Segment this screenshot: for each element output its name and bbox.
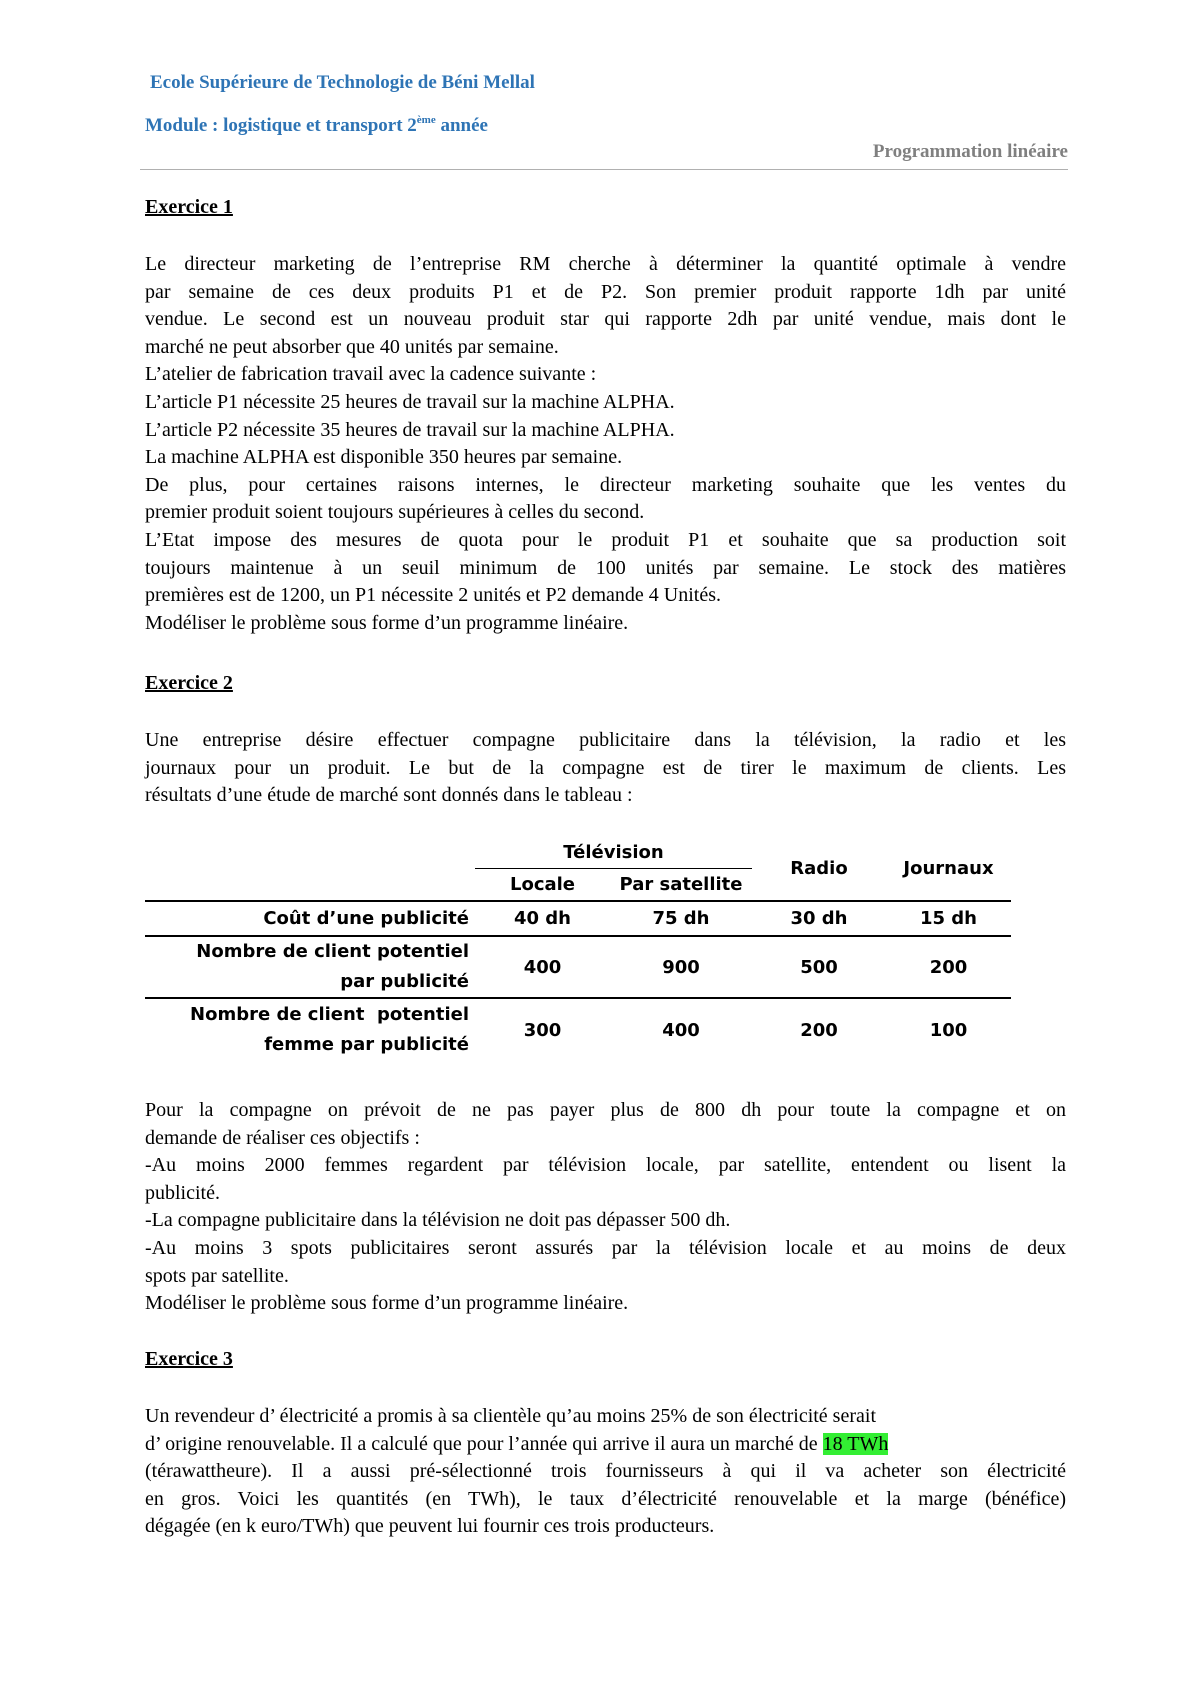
paragraph-line: résultats d’une étude de marché sont donnés dans le tableau : xyxy=(145,784,633,807)
paragraph-line: L’Etat impose des mesures de quota pour le produit P1 et souhaite que sa production soit xyxy=(145,528,1066,551)
table-cell: 75 dh xyxy=(610,901,752,936)
table-header-row xyxy=(145,836,1011,869)
col-satellite: Par satellite xyxy=(610,869,752,902)
table-cell: 100 xyxy=(929,1019,968,1041)
paragraph-line: demande de réaliser ces objectifs : xyxy=(145,1126,420,1149)
paragraph-line: -Au moins 2000 femmes regardent par télévision locale, par satellite, entendent ou lisent la xyxy=(145,1154,1066,1177)
advertising-table xyxy=(145,836,1011,1061)
paragraph-line: De plus, pour certaines raisons internes, le directeur marketing souhaite que les ventes du xyxy=(145,473,1066,496)
paragraph-line: spots par satellite. xyxy=(145,1264,289,1287)
table-cell: 15 dh xyxy=(886,901,1011,936)
paragraph-line: -Au moins 3 spots publicitaires seront assurés par la télévision locale et au moins de deux xyxy=(145,1236,1066,1259)
col-television: Télévision xyxy=(475,836,752,869)
paragraph-line: Pour la compagne on prévoit de ne pas payer plus de 800 dh pour toute la compagne et on xyxy=(145,1099,1066,1121)
exercise-2-intro xyxy=(145,727,1066,810)
table-cell: 200 xyxy=(886,936,1011,998)
exercise-2-text xyxy=(145,1097,1066,1318)
paragraph-line: premières est de 1200, un P1 nécessite 2 unités et P2 demande 4 Unités. xyxy=(145,584,721,607)
paragraph-line: en gros. Voici les quantités (en TWh), le taux d’électricité renouvelable et la marge (bénéfice) xyxy=(145,1487,1066,1510)
table-cell: 900 xyxy=(610,936,752,998)
paragraph-line: La machine ALPHA est disponible 350 heures par semaine. xyxy=(145,446,623,469)
paragraph-line: dégagée (en k euro/TWh) que peuvent lui fournir ces trois producteurs. xyxy=(145,1515,715,1538)
table-cell: 300 xyxy=(523,1019,562,1041)
empty-header-cell xyxy=(145,836,475,901)
row-label: Nombre de client potentiel femme par publicité xyxy=(190,1004,469,1055)
exercise-1-heading: Exercice 1 xyxy=(145,196,233,218)
paragraph-line: publicité. xyxy=(145,1181,220,1204)
paragraph-line: par semaine de ces deux produits P1 et de P2. Son premier produit rapporte 1dh par unité xyxy=(145,280,1066,303)
table-row xyxy=(145,998,1011,1061)
paragraph-line: marché ne peut absorber que 40 unités par semaine. xyxy=(145,335,559,358)
module-title: Module : logistique et transport 2ème année xyxy=(145,114,488,136)
exercise-3-heading: Exercice 3 xyxy=(145,1348,233,1370)
paragraph-line: -La compagne publicitaire dans la télévision ne doit pas dépasser 500 dh. xyxy=(145,1209,731,1232)
exercise-1-text xyxy=(145,251,1066,637)
paragraph-line: d’ origine renouvelable. Il a calculé que pour l’année qui arrive il aura un marché de 18 TWh xyxy=(145,1432,889,1455)
table-cell: 200 xyxy=(800,1019,838,1041)
paragraph-line: toujours maintenue à un seuil minimum de 100 unités par semaine. Le stock des matières xyxy=(145,556,1066,579)
header-divider xyxy=(140,169,1068,170)
paragraph-line: journaux pour un produit. Le but de la compagne est de tirer le maximum de clients. Les xyxy=(145,756,1066,779)
col-radio: Radio xyxy=(752,836,886,901)
exercise-2-heading: Exercice 2 xyxy=(145,672,233,694)
paragraph-line: Modéliser le problème sous forme d’un programme linéaire. xyxy=(145,1292,629,1315)
highlighted-value: 18 TWh xyxy=(822,1432,889,1455)
paragraph-line: L’article P1 nécessite 25 heures de travail sur la machine ALPHA. xyxy=(145,390,675,413)
table-cell: 30 dh xyxy=(752,901,886,936)
paragraph-line: L’atelier de fabrication travail avec la cadence suivante : xyxy=(145,363,597,386)
paragraph-line: L’article P2 nécessite 35 heures de travail sur la machine ALPHA. xyxy=(145,418,675,441)
paragraph-line: premier produit soient toujours supérieures à celles du second. xyxy=(145,501,645,524)
col-locale: Locale xyxy=(475,869,610,902)
paragraph-line: Modéliser le problème sous forme d’un programme linéaire. xyxy=(145,611,629,634)
paragraph-line: Un revendeur d’ électricité a promis à sa clientèle qu’au moins 25% de son électricité serait xyxy=(145,1405,876,1427)
table-cell: 40 dh xyxy=(475,901,610,936)
table-row xyxy=(145,936,1011,998)
exercise-3-text xyxy=(145,1403,1066,1541)
table-cell: 500 xyxy=(752,936,886,998)
paragraph-line: Une entreprise désire effectuer compagne publicitaire dans la télévision, la radio et les xyxy=(145,729,1066,751)
paragraph-line: (térawattheure). Il a aussi pré-sélectionné trois fournisseurs à qui il va acheter son électricité xyxy=(145,1460,1066,1483)
table-cell: 400 xyxy=(475,936,610,998)
table-cell: 400 xyxy=(662,1019,700,1041)
col-journaux: Journaux xyxy=(886,836,1011,901)
subject-title: Programmation linéaire xyxy=(872,141,1068,162)
paragraph-line: Le directeur marketing de l’entreprise RM cherche à déterminer la quantité optimale à vendre xyxy=(145,253,1066,275)
row-label: Coût d’une publicité xyxy=(145,901,475,936)
paragraph-line: vendue. Le second est un nouveau produit star qui rapporte 2dh par unité vendue, mais dont le xyxy=(145,308,1066,331)
school-name: Ecole Supérieure de Technologie de Béni Mellal xyxy=(150,72,535,93)
table-row xyxy=(145,901,1011,936)
row-label: Nombre de client potentiel par publicité xyxy=(145,936,475,998)
